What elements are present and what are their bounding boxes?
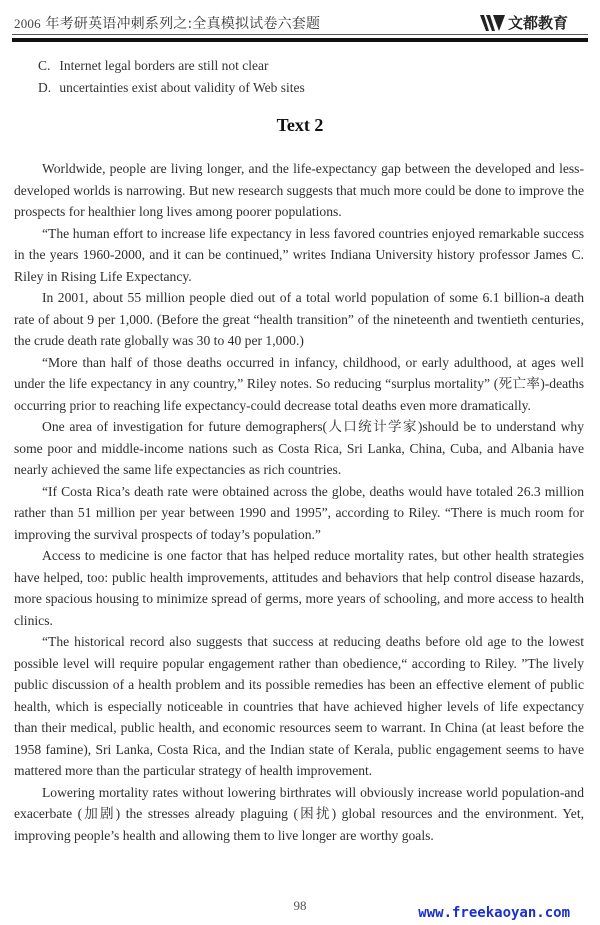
page-number: 98: [293, 898, 307, 913]
option-letter: C.: [38, 58, 51, 73]
paragraph: “The historical record also suggests that success at reducing deaths before old age to the lowest possible level will require popular engagement rather than obedience,“ according to Riley. ”The lively public discussion of a health problem and its possible remedies has been an effective element of public health, which is especially noticeable in countries that have achieved higher levels of life expectancy than their medical, public health, and economic resources seem to warrant. In China (at least before the 1958 famine), Sri Lanka, Costa Rica, and the Indian state of Kerala, public engagement seems to have mattered more than the particular strategy of health improvement.: [14, 634, 584, 778]
header-rule-thick: [12, 38, 588, 42]
option-c: [38, 55, 305, 77]
option-text: uncertainties exist about validity of Web sites: [59, 80, 305, 95]
page-header: [12, 8, 588, 36]
header-year: 2006: [14, 16, 41, 31]
header-title: [14, 13, 320, 33]
wendu-logo-icon: [480, 14, 506, 32]
paragraph: Access to medicine is one factor that has helped reduce mortality rates, but other health strategies have helped, too: public health improvements, attitudes and behaviors that help control disease hazards, more spacious housing to minimize spread of germs, more years of schooling, and more access to health clinics.: [14, 548, 584, 628]
article-body: [14, 158, 584, 846]
paragraph: Lowering mortality rates without lowering birthrates will obviously increase world population-and exacerbate (加剧) the stresses already plaguing (困扰) global resources and the environment. Yet, improving people’s health and allowing them to live longer are worthy goals.: [14, 784, 584, 843]
option-text: Internet legal borders are still not clear: [59, 58, 269, 73]
paragraph: “If Costa Rica’s death rate were obtained across the globe, deaths would have totaled 26.3 million rather than 51 million per year between 1990 and 1995”, according to Riley. “There is much room for improving the survival prospects of today’s population.”: [14, 483, 584, 542]
option-letter: D.: [38, 80, 52, 95]
answer-options: [38, 55, 305, 99]
section-title: Text 2: [276, 115, 324, 135]
paragraph: “The human effort to increase life expectancy in less favored countries enjoyed remarkable success in the years 1960-2000, and it can be continued,” writes Indiana University history professor James C. Riley in Rising Life Expectancy.: [14, 225, 584, 284]
paragraph: One area of investigation for future demographers(人口统计学家)should be to understand why some poor and middle-income nations such as Costa Rica, Sri Lanka, China, Cuba, and Albania have nearly achieved the same life expectancies as rich countries.: [14, 419, 584, 477]
header-rule-thin: [12, 34, 588, 35]
header-series-title: 年考研英语冲刺系列之:全真模拟试卷六套题: [45, 16, 321, 32]
paragraph: Worldwide, people are living longer, and the life-expectancy gap between the developed and less-developed worlds is narrowing. But new research suggests that much more could be done to improve the prospects for healthier long lives among poorer populations.: [14, 161, 584, 219]
brand: [480, 12, 568, 33]
brand-name: 文都教育: [507, 14, 568, 32]
paragraph: In 2001, about 55 million people died out of a total world population of some 6.1 billion-a death rate of about 9 per 1,000. (Before the great “health transition” of the nineteenth and twentieth centuries, the crude death rate globally was 30 to 40 per 1,000.): [14, 290, 584, 348]
paragraph: “More than half of those deaths occurred in infancy, childhood, or early adulthood, at ages well under the life expectancy in any country,” Riley notes. So reducing “surplus mortality” (死亡率)-deaths occurring prior to reaching life expectancy-could decrease total deaths even more dramatically.: [14, 354, 584, 413]
watermark-url: www.freekaoyan.com: [418, 905, 570, 921]
option-d: [38, 77, 305, 99]
